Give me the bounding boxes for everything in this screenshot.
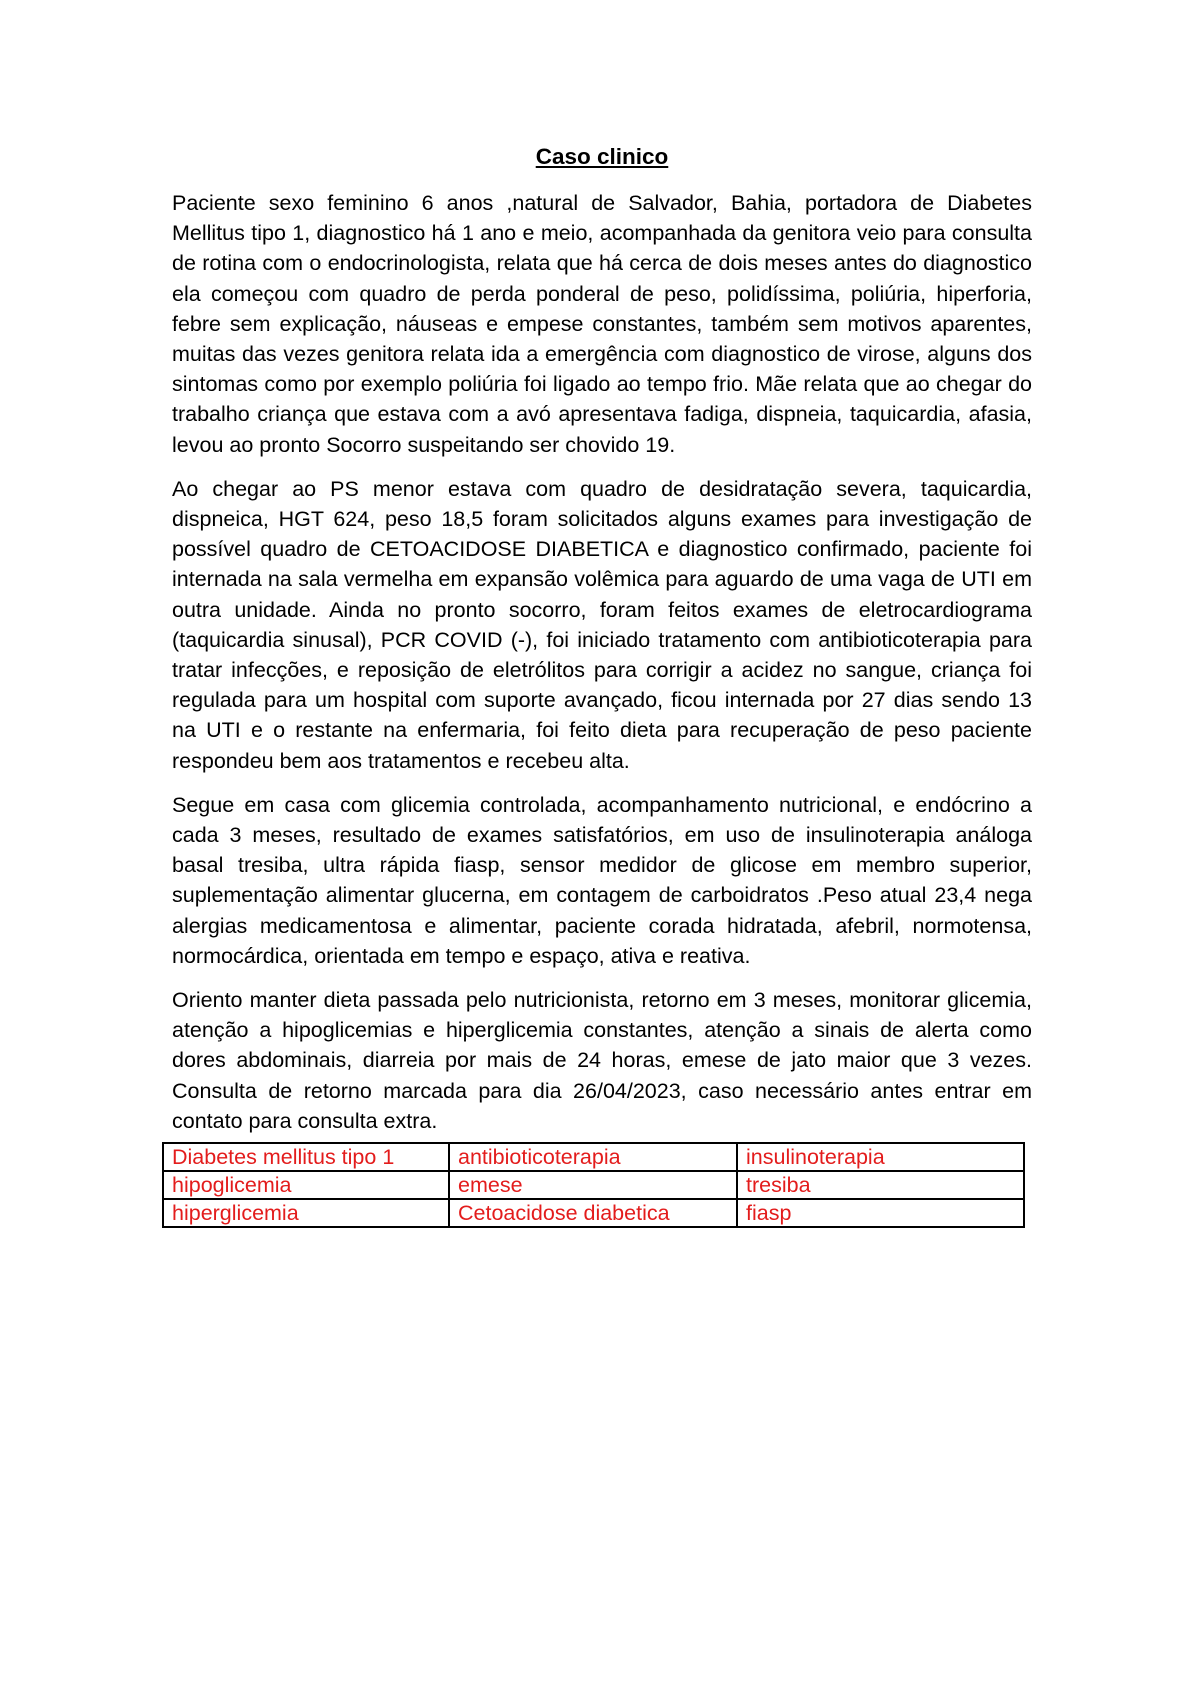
table-cell: hipoglicemia xyxy=(163,1171,449,1199)
table-cell: emese xyxy=(449,1171,737,1199)
table-row xyxy=(163,1171,1024,1199)
table-cell: Cetoacidose diabetica xyxy=(449,1199,737,1227)
table-row xyxy=(163,1143,1024,1171)
paragraph-current-status: Segue em casa com glicemia controlada, acompanhamento nutricional, e endócrino a cada 3 meses, resultado de exames satisfatórios, em uso de insulinoterapia análoga basal tresiba, ultra rápida fiasp, sensor medidor de glicose em membro superior, suplementação alimentar glucerna, em contagem de carboidratos .Peso atual 23,4 nega alergias medicamentosa e alimentar, paciente corada hidratada, afebril, normotensa, normocárdica, orientada em tempo e espaço, ativa e reativa. xyxy=(172,792,1032,968)
table-row xyxy=(163,1199,1024,1227)
table-cell: antibioticoterapia xyxy=(449,1143,737,1171)
paragraph-orientation: Oriento manter dieta passada pelo nutricionista, retorno em 3 meses, monitorar glicemia, atenção a hipoglicemias e hiperglicemia constantes, atenção a sinais de alerta como dores abdominais, diarreia por mais de 24 horas, emese de jato maior que 3 vezes. Consulta de retorno marcada para dia 26/04/2023, caso necessário antes entrar em contato para consulta extra. xyxy=(172,988,1032,1133)
paragraph-history: Paciente sexo feminino 6 anos ,natural de Salvador, Bahia, portadora de Diabetes Mellitus tipo 1, diagnostico há 1 ano e meio, acompanhada da genitora veio para consulta de rotina com o endocrinologista, relata que há cerca de dois meses antes do diagnostico ela começou com quadro de perda ponderal de peso, polidíssima, poliúria, hiperforia, febre sem explicação, náuseas e empese constantes, também sem motivos aparentes, muitas das vezes genitora relata ida a emergência com diagnostico de virose, alguns dos sintomas como por exemplo poliúria foi ligado ao tempo frio. Mãe relata que ao chegar do trabalho criança que estava com a avó apresentava fadiga, dispneia, taquicardia, afasia, levou ao pronto Socorro suspeitando ser chovido 19. xyxy=(172,191,1032,457)
table-cell: Diabetes mellitus tipo 1 xyxy=(163,1143,449,1171)
paragraph-emergency: Ao chegar ao PS menor estava com quadro de desidratação severa, taquicardia, dispneica, HGT 624, peso 18,5 foram solicitados alguns exames para investigação de possível quadro de CETOACIDOSE DIABETICA e diagnostico confirmado, paciente foi internada na sala vermelha em expansão volêmica para aguardo de uma vaga de UTI em outra unidade. Ainda no pronto socorro, foram feitos exames de eletrocardiograma (taquicardia sinusal), PCR COVID (-), foi iniciado tratamento com antibioticoterapia para tratar infecções, e reposição de eletrólitos para corrigir a acidez no sangue, criança foi regulada para um hospital com suporte avançado, ficou internada por 27 dias sendo 13 na UTI e o restante na enfermaria, foi feito dieta para recuperação de peso paciente respondeu bem aos tratamentos e recebeu alta. xyxy=(172,476,1032,773)
table-cell: fiasp xyxy=(737,1199,1024,1227)
terms-table xyxy=(162,1142,1025,1228)
document-page xyxy=(172,142,1032,1228)
document-title: Caso clinico xyxy=(535,144,669,169)
table-cell: insulinoterapia xyxy=(737,1143,1024,1171)
table-cell: hiperglicemia xyxy=(163,1199,449,1227)
table-cell: tresiba xyxy=(737,1171,1024,1199)
